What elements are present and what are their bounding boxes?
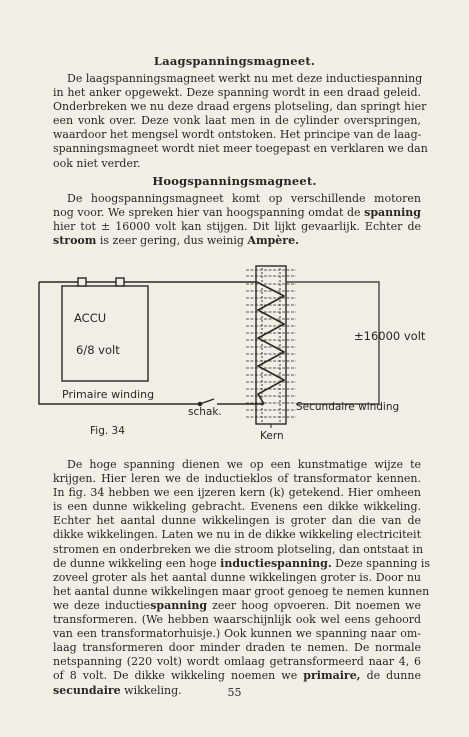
text-line: De hoogspanningsmagneet komt op verschillende motoren bbox=[67, 192, 421, 205]
switch-label: schak. bbox=[188, 406, 222, 418]
text-line: een vonk over. Deze vonk laat men in de cylinder overspringen, bbox=[53, 114, 421, 128]
text-line: in het anker opgewekt. Deze spanning wordt in een draad geleid. bbox=[53, 86, 421, 100]
bold-term: primaire, bbox=[303, 669, 361, 683]
figure-caption: Fig. 34 bbox=[90, 425, 125, 437]
bold-term: spanning bbox=[364, 206, 421, 220]
text-line: De laagspanningsmagneet werkt nu met deze inductiespanning bbox=[67, 72, 423, 85]
text-line bbox=[53, 599, 421, 613]
paragraph-transformator bbox=[53, 458, 431, 698]
high-voltage-label: ±16000 volt bbox=[354, 329, 426, 343]
text-run: zeer hoog opvoeren. Dit noemen we bbox=[207, 598, 421, 612]
text-run: de dunne wikkeling een hoge bbox=[53, 556, 221, 570]
text-line bbox=[53, 556, 431, 571]
text-run: wikkeling. bbox=[120, 683, 182, 697]
text-line: het aantal dunne wikkelingen maar groot genoeg te nemen kunnen bbox=[53, 584, 430, 598]
text-line: In fig. 34 hebben we een ijzeren kern (k) getekend. Hier omheen bbox=[53, 486, 421, 500]
bold-term: stroom bbox=[53, 234, 97, 248]
text-run: Deze spanning is bbox=[331, 556, 431, 570]
secondary-coil bbox=[246, 270, 296, 417]
page-number: 55 bbox=[227, 686, 242, 699]
voltage-label: 6/8 volt bbox=[76, 343, 120, 357]
accumulator-box bbox=[62, 286, 148, 381]
paragraph-hoogspanning bbox=[53, 192, 421, 248]
text-line: waardoor het mengsel wordt ontstoken. Het principe van de laag- bbox=[53, 128, 422, 142]
figure-34-transformer-diagram bbox=[34, 262, 434, 442]
text-line: hier tot ± 16000 volt kan stijgen. Dit lijkt gevaarlijk. Echter de bbox=[53, 220, 421, 234]
text-line: ook niet verder. bbox=[53, 156, 141, 170]
text-line: De hoge spanning dienen we op een kunstmatige wijze te bbox=[67, 458, 421, 471]
text-line: zoveel groter als het aantal dunne wikkelingen groter is. Door nu bbox=[53, 570, 421, 584]
text-line: Onderbreken we nu deze draad ergens plotseling, dan springt hier bbox=[53, 100, 427, 114]
text-line: stromen en onderbreken we die stroom plotseling, dan ontstaat in bbox=[53, 542, 424, 556]
accu-terminal-right bbox=[116, 278, 124, 286]
text-line: van een transformatorhuisje.) Ook kunnen we spanning naar om- bbox=[53, 627, 421, 641]
text-line: transformeren. (We hebben waarschijnlijk ook wel eens gehoord bbox=[53, 613, 421, 627]
bold-term: Ampère. bbox=[247, 234, 299, 248]
secondary-wire bbox=[286, 282, 379, 404]
text-run: of 8 volt. De dikke wikkeling noemen we bbox=[53, 669, 304, 683]
bold-term: spanning bbox=[150, 598, 208, 612]
primary-winding-label: Primaire winding bbox=[62, 388, 155, 401]
text-run: nog voor. We spreken hier van hoogspanning omdat de bbox=[53, 206, 365, 220]
text-line bbox=[53, 206, 421, 220]
text-run: de dunne bbox=[360, 669, 421, 683]
bold-term: secundaire bbox=[53, 683, 121, 697]
text-run: we deze inductie bbox=[53, 598, 151, 612]
accu-label: ACCU bbox=[74, 311, 107, 325]
text-line: is een dunne wikkeling gebracht. Evenens een dikke wikkeling. bbox=[53, 500, 421, 514]
text-line: dikke wikkelingen. Laten we nu in de dikke wikkeling electriciteit bbox=[53, 528, 421, 542]
bold-term: inductiespanning. bbox=[220, 556, 332, 570]
core-label: Kern bbox=[260, 430, 284, 442]
section-heading-hoogspanning: Hoogspanningsmagneet. bbox=[152, 174, 317, 188]
text-run: is zeer gering, dus weinig bbox=[96, 234, 248, 248]
text-line: laag transformeren door minder draden te nemen. De normale bbox=[53, 641, 421, 655]
text-line: netspanning (220 volt) wordt omlaag getransformeerd naar 4, 6 bbox=[53, 655, 421, 669]
paragraph-laagspanning bbox=[53, 72, 428, 171]
text-line: krijgen. Hier leren we de inductieklos of transformator kennen. bbox=[53, 472, 421, 486]
text-line: Echter het aantal dunne wikkelingen is groter dan die van de bbox=[53, 514, 421, 528]
text-line bbox=[53, 234, 421, 248]
text-line: spanningsmagneet wordt niet meer toegepast en verklaren we dan bbox=[53, 142, 428, 156]
secondary-winding-label: Secundaire winding bbox=[296, 401, 400, 413]
section-heading-laagspanning: Laagspanningsmagneet. bbox=[153, 54, 316, 68]
text-line bbox=[53, 669, 421, 683]
accu-terminal-left bbox=[78, 278, 86, 286]
